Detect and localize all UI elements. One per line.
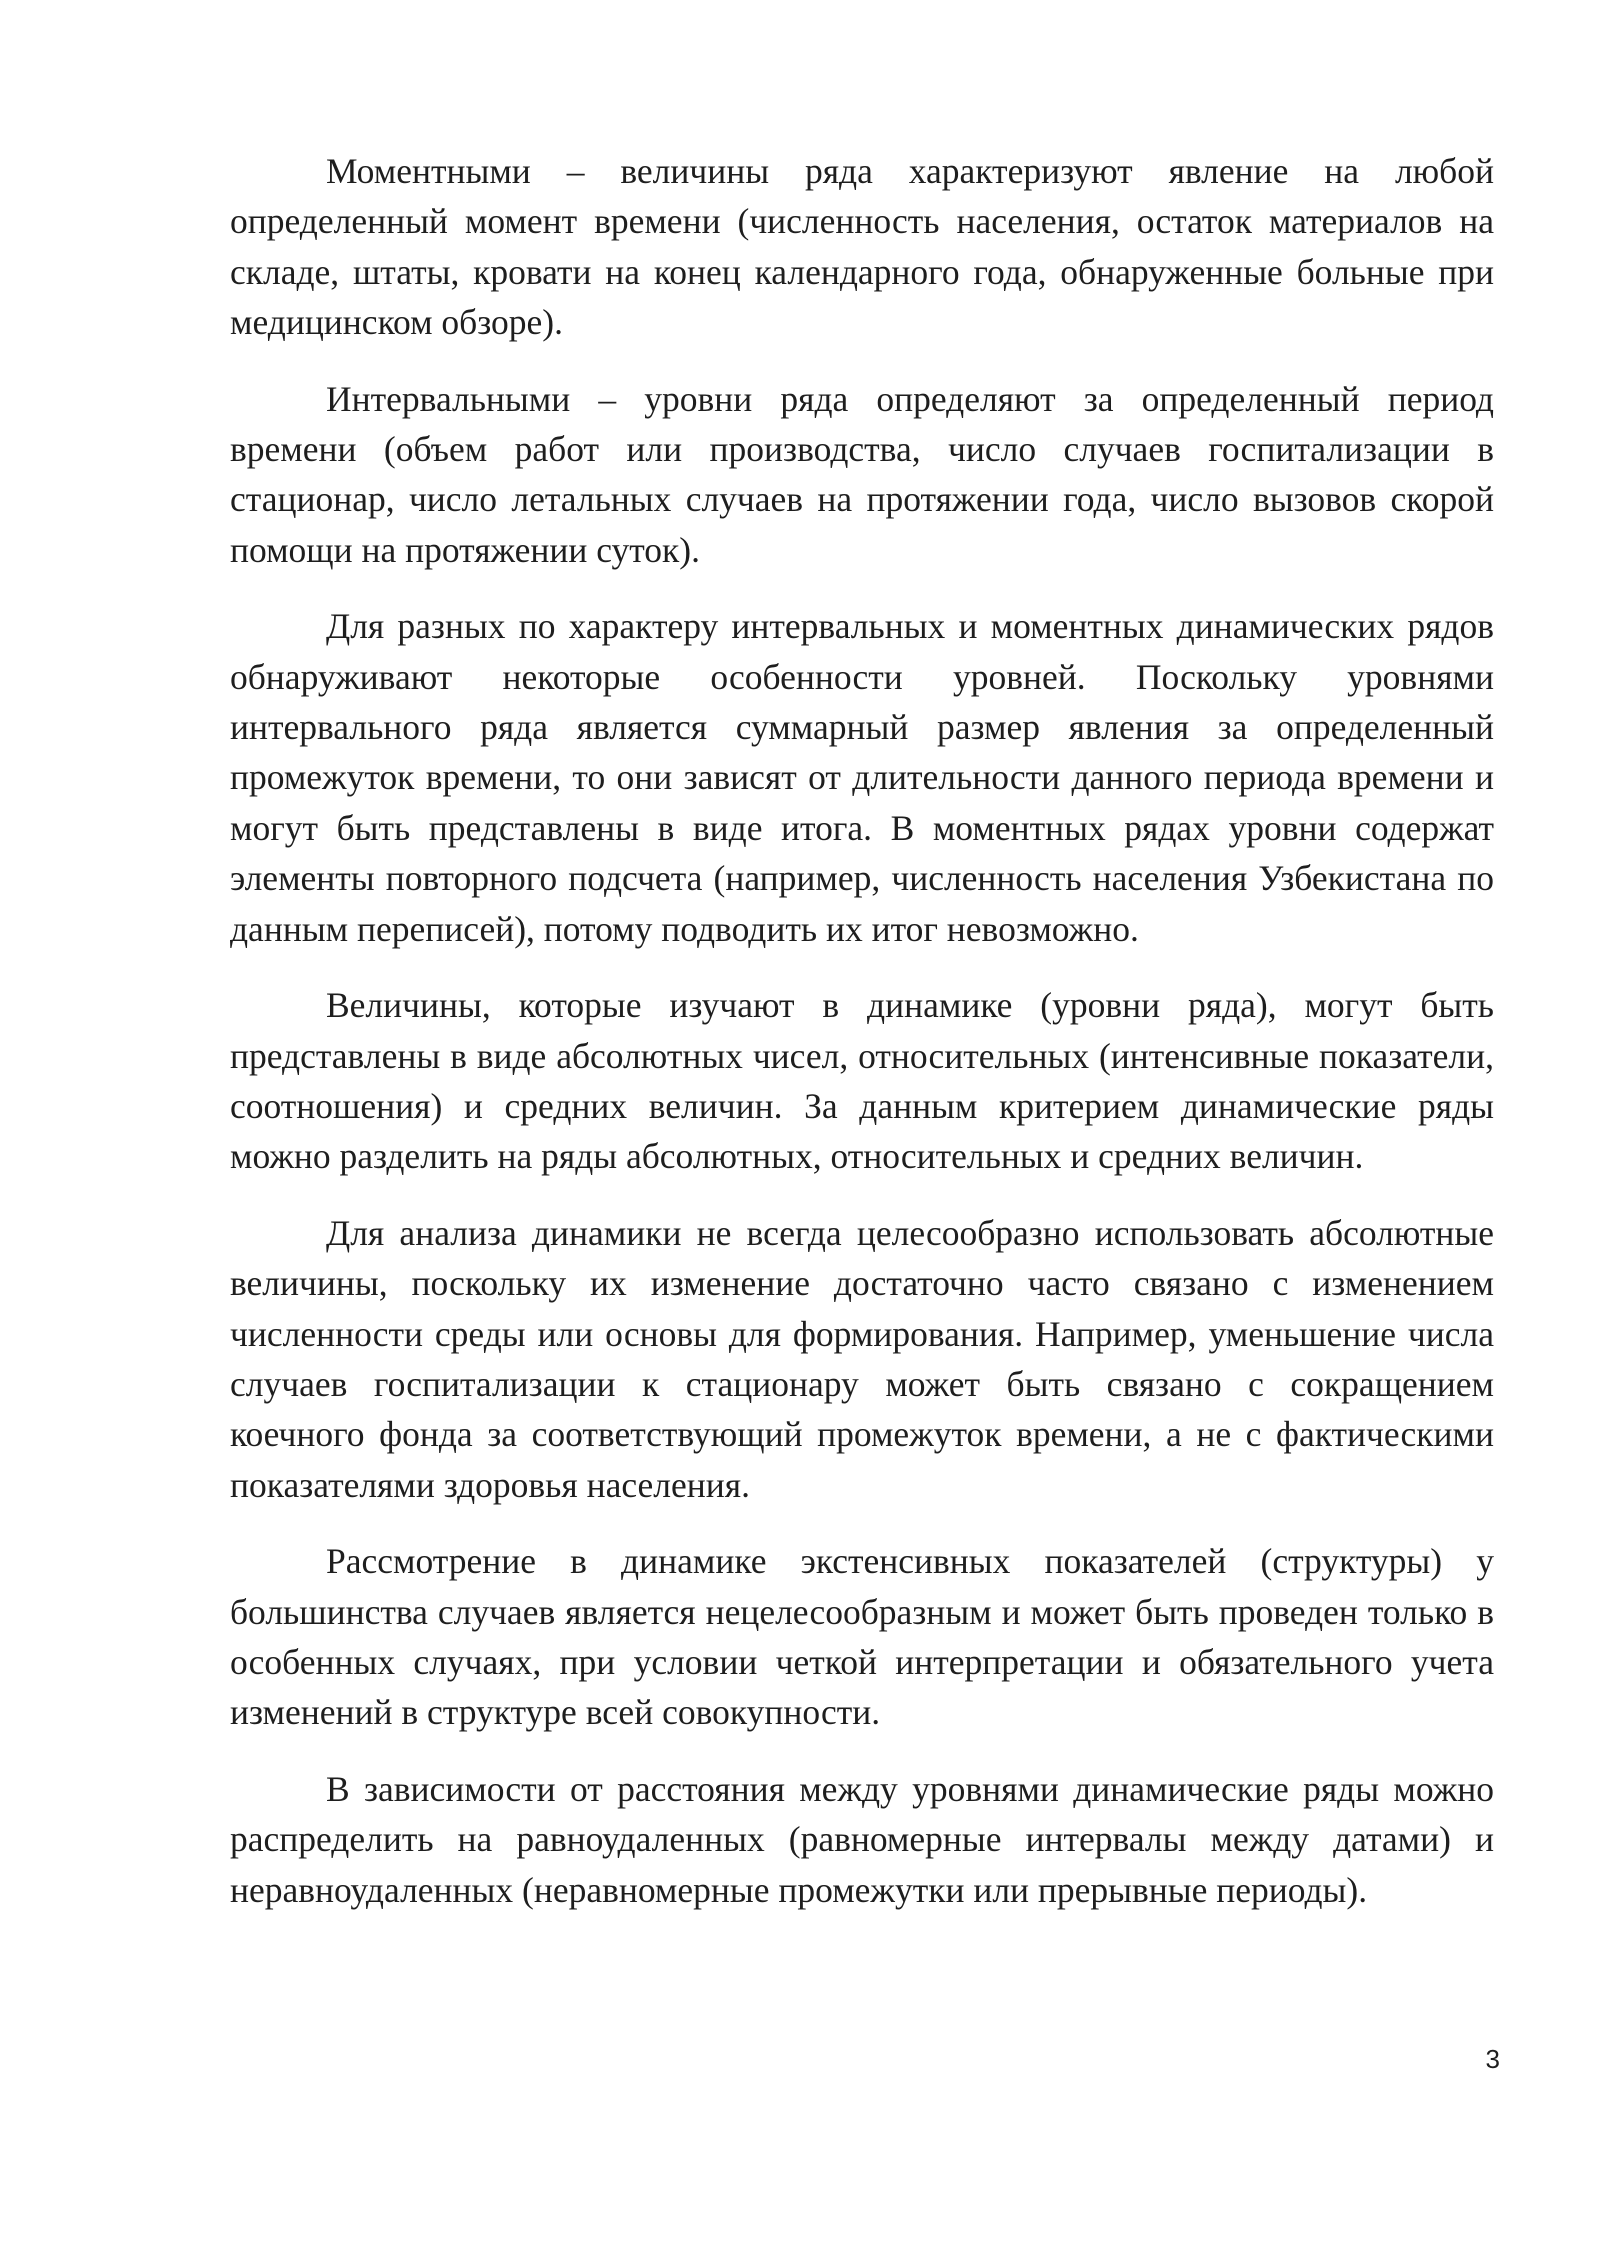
paragraph-extensive-indicators: Рассмотрение в динамике экстенсивных показателей (структуры) у большинства случаев является нецелесообразным и может быть проведен только в особенных случаях, при условии четкой интерпретации и обязательного учета изменений в структуре всей совокупности. [230,1541,1494,1733]
paragraph-series-levels: Для разных по характеру интервальных и моментных динамических рядов обнаруживают некоторые особенности уровней. Поскольку уровнями интервального ряда является суммарный размер явления за определенный промежуток времени, то они зависят от длительности данного периода времени и могут быть представлены в виде итога. В моментных рядах уровни содержат элементы повторного подсчета (например, численность населения Узбекистана по данным переписей), потому подводить их итог невозможно. [230,606,1494,949]
paragraph-absolute-values: Для анализа динамики не всегда целесообразно использовать абсолютные величины, поскольку их изменение достаточно часто связано с изменением численности среды или основы для формирования. Например, уменьшение числа случаев госпитализации к стационару может быть связано с сокращением коечного фонда за соответствующий промежуток времени, а не с фактическими показателями здоровья населения. [230,1212,1494,1505]
paragraph-interval-series: Интервальными – уровни ряда определяют за определенный период времени (объем работ или производства, число случаев госпитализации в стационар, число летальных случаев на протяжении года, число вызовов скорой помощи на протяжении суток). [230,378,1494,570]
document-body [230,146,1494,1941]
paragraph-moment-series: Моментными – величины ряда характеризуют явление на любой определенный момент времени (численность населения, остаток материалов на складе, штаты, кровати на конец календарного года, обнаруженные больные при медицинском обзоре). [230,151,1494,343]
paragraph-level-spacing: В зависимости от расстояния между уровнями динамические ряды можно распределить на равноудаленных (равномерные интервалы между датами) и неравноудаленных (неравномерные промежутки или прерывные периоды). [230,1768,1494,1910]
paragraph-value-types: Величины, которые изучают в динамике (уровни ряда), могут быть представлены в виде абсолютных чисел, относительных (интенсивные показатели, соотношения) и средних величин. За данным критерием динамические ряды можно разделить на ряды абсолютных, относительных и средних величин. [230,985,1494,1177]
page-number: 3 [1485,2044,1500,2074]
